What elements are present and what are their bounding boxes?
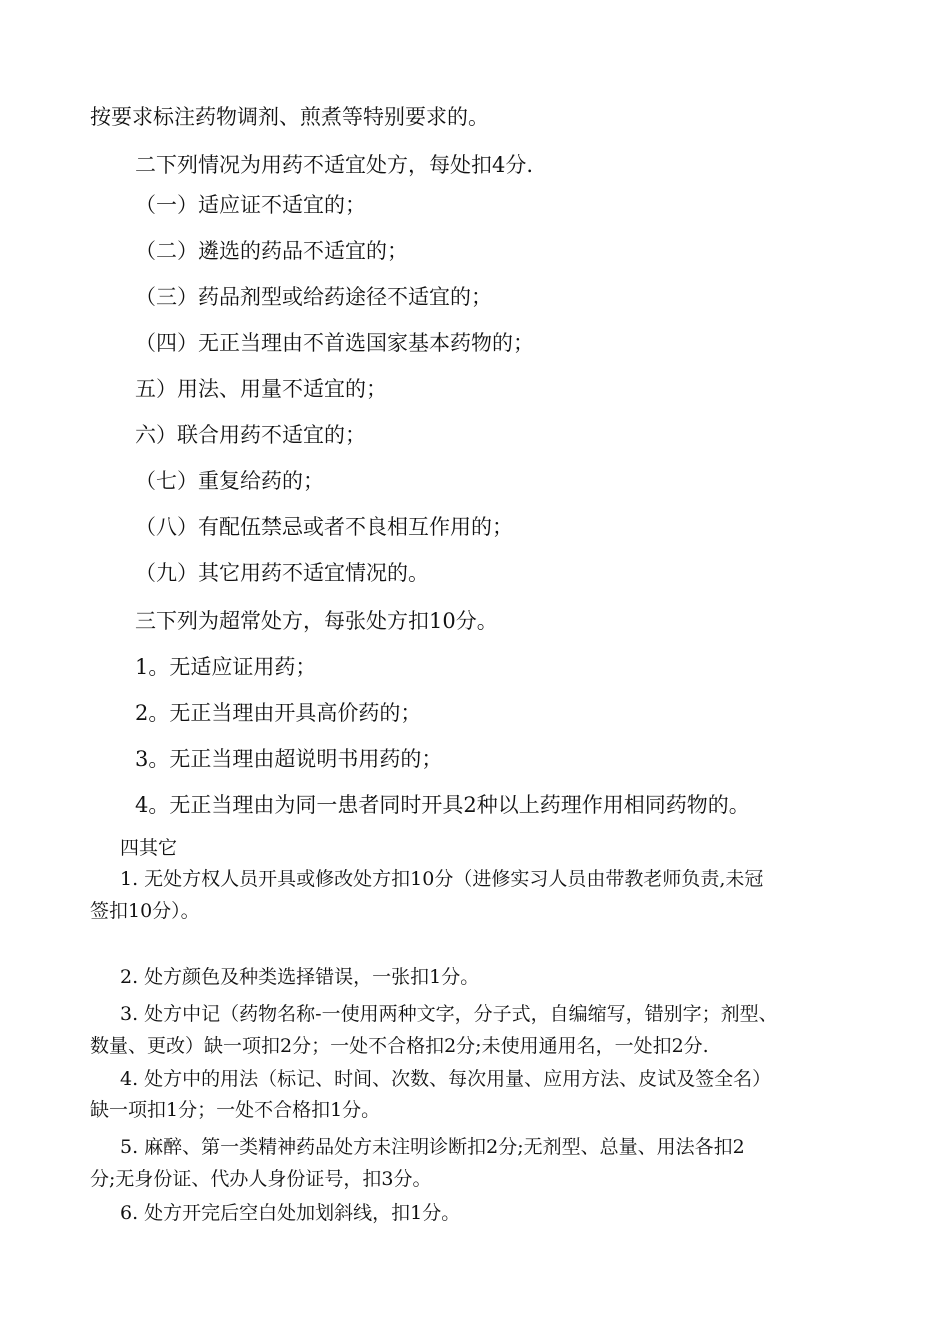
section3-item-3: 3。无正当理由超说明书用药的； — [135, 747, 443, 771]
section4-item-5-line-1: 5. 麻醉、第一类精神药品处方未注明诊断扣2分;无剂型、总量、用法各扣2 — [120, 1136, 745, 1158]
section2-item-6: 六）联合用药不适宜的； — [135, 423, 366, 447]
section2-item-5: 五）用法、用量不适宜的； — [135, 377, 387, 401]
section2-item-2: （二）遴选的药品不适宜的； — [135, 239, 408, 263]
section3-heading: 三下列为超常处方，每张处方扣10分。 — [135, 609, 498, 633]
section2-item-3: （三）药品剂型或给药途径不适宜的； — [135, 285, 492, 309]
section4-item-3-line-2: 数量、更改）缺一项扣2分；一处不合格扣2分;未使用通用名，一处扣2分. — [90, 1035, 709, 1057]
section3-item-1: 1。无适应证用药； — [135, 655, 317, 679]
section2-item-4: （四）无正当理由不首选国家基本药物的； — [135, 331, 534, 355]
section4-item-4-line-2: 缺一项扣1分；一处不合格扣1分。 — [90, 1099, 381, 1121]
section4-item-1-line-1: 1. 无处方权人员开具或修改处方扣10分（进修实习人员由带教老师负责,未冠 — [120, 868, 764, 890]
section3-item-4: 4。无正当理由为同一患者同时开具2种以上药理作用相同药物的。 — [135, 793, 750, 817]
section4-heading: 四其它 — [120, 837, 178, 859]
section2-heading: 二下列情况为用药不适宜处方，每处扣4分. — [135, 153, 534, 177]
section4-item-3-line-1: 3. 处方中记（药物名称-一使用两种文字，分子式，自编缩写，错别字；剂型、 — [120, 1003, 778, 1025]
section4-item-1-line-2: 签扣10分）。 — [90, 900, 200, 922]
section4-item-5-line-2: 分;无身份证、代办人身份证号，扣3分。 — [90, 1168, 432, 1190]
section3-item-2: 2。无正当理由开具高价药的； — [135, 701, 422, 725]
section2-item-1: （一）适应证不适宜的； — [135, 193, 366, 217]
section2-item-8: （八）有配伍禁忌或者不良相互作用的； — [135, 515, 513, 539]
section2-item-9: （九）其它用药不适宜情况的。 — [135, 561, 429, 585]
section4-item-6: 6. 处方开完后空白处加划斜线，扣1分。 — [120, 1202, 461, 1224]
section2-item-7: （七）重复给药的； — [135, 469, 324, 493]
section4-item-2: 2. 处方颜色及种类选择错误，一张扣1分。 — [120, 966, 480, 988]
intro-line: 按要求标注药物调剂、煎煮等特别要求的。 — [90, 105, 489, 129]
section4-item-4-line-1: 4. 处方中的用法（标记、时间、次数、每次用量、应用方法、皮试及签全名） — [120, 1068, 772, 1090]
